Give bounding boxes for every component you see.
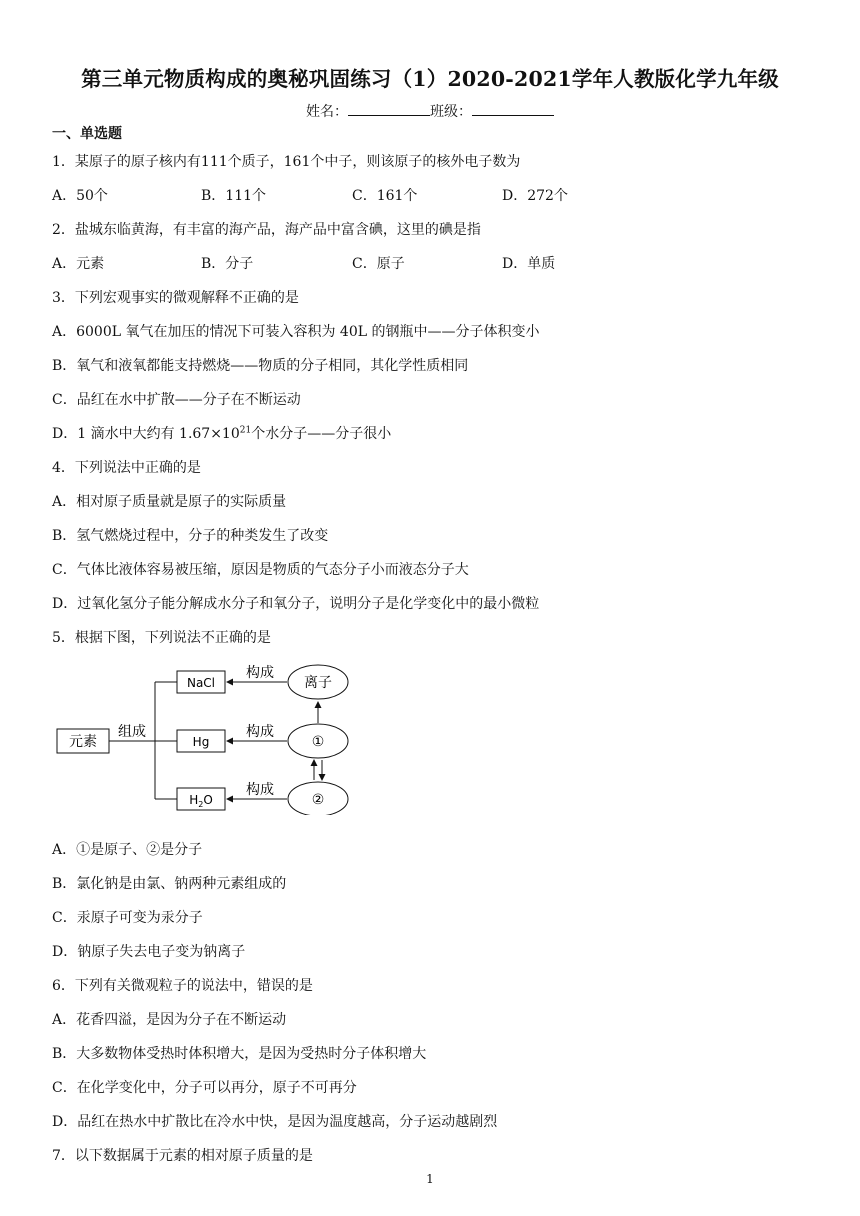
compose-label: 组成 [118,724,146,740]
build-label-2: 构成 [246,724,274,740]
nacl-label: NaCl [186,676,216,690]
question-1-stem: 1．某原子的原子核内有111个质子，161个中子，则该原子的核外电子数为 [52,154,521,170]
ion-label: 离子 [304,675,332,691]
question-3-stem: 3．下列宏观事实的微观解释不正确的是 [52,290,299,306]
element-label: 元素 [69,734,97,750]
question-2-stem: 2．盐城东临黄海，有丰富的海产品，海产品中富含碘，这里的碘是指 [52,222,481,238]
matter-structure-diagram [52,660,362,815]
question-5-option-c: C．汞原子可变为汞分子 [52,910,203,926]
name-blank [348,103,430,116]
option-c: C．原子 [352,256,405,272]
option-a: A．元素 [52,256,105,272]
question-3-option-c: C．品红在水中扩散——分子在不断运动 [52,392,301,408]
question-6-option-c: C．在化学变化中，分子可以再分，原子不可再分 [52,1080,357,1096]
question-7-stem: 7．以下数据属于元素的相对原子质量的是 [52,1148,313,1164]
option-d-suffix: 个水分子——分子很小 [251,426,392,442]
question-3-option-b: B．氧气和液氧都能支持燃烧——物质的分子相同，其化学性质相同 [52,358,469,374]
build-label-3: 构成 [246,782,274,798]
option-b: B．分子 [201,256,254,272]
particle-2-label: ② [311,792,325,808]
page-title: 第三单元物质构成的奥秘巩固练习（1）2020-2021学年人教版化学九年级 [81,67,779,91]
build-label-1: 构成 [246,665,274,681]
question-6-option-d: D．品红在热水中扩散比在冷水中快，是因为温度越高，分子运动越剧烈 [52,1114,498,1130]
question-6-option-a: A．花香四溢，是因为分子在不断运动 [52,1012,287,1028]
option-d-prefix: D．1 滴水中大约有 1.67×10 [52,426,240,442]
hg-label: Hg [192,735,210,749]
question-3-option-d [52,423,391,443]
student-info-line [0,101,860,121]
question-5-option-b: B．氯化钠是由氯、钠两种元素组成的 [52,876,287,892]
h2o-o: O [203,793,213,807]
particle-1-label: ① [311,734,325,750]
question-6-stem: 6．下列有关微观粒子的说法中，错误的是 [52,978,313,994]
question-4-option-b: B．氢气燃烧过程中，分子的种类发生了改变 [52,528,329,544]
question-3-option-a: A．6000L 氧气在加压的情况下可装入容积为 40L 的钢瓶中——分子体积变小 [52,324,540,340]
class-label: 班级： [430,104,472,120]
option-d: D．272个 [502,188,568,204]
question-5-option-d: D．钠原子失去电子变为钠离子 [52,944,246,960]
option-b: B．111个 [201,188,267,204]
h2o-subscript: 2 [198,800,204,809]
question-4-stem: 4．下列说法中正确的是 [52,460,201,476]
section-heading: 一、单选题 [52,126,122,142]
option-c: C．161个 [352,188,418,204]
option-a: A．50个 [52,188,108,204]
exponent: 21 [239,425,252,436]
question-4-option-a: A．相对原子质量就是原子的实际质量 [52,494,287,510]
h2o-h: H [189,793,199,807]
question-4-option-c: C．气体比液体容易被压缩，原因是物质的气态分子小而液态分子大 [52,562,469,578]
name-label: 姓名： [306,104,348,120]
question-6-option-b: B．大多数物体受热时体积增大，是因为受热时分子体积增大 [52,1046,427,1062]
class-blank [472,103,554,116]
question-5-stem: 5．根据下图，下列说法不正确的是 [52,630,271,646]
question-4-option-d: D．过氧化氢分子能分解成水分子和氧分子，说明分子是化学变化中的最小微粒 [52,596,540,612]
question-5-option-a: A．①是原子、②是分子 [52,842,203,858]
option-d: D．单质 [502,256,556,272]
page-number: 1 [426,1172,434,1186]
